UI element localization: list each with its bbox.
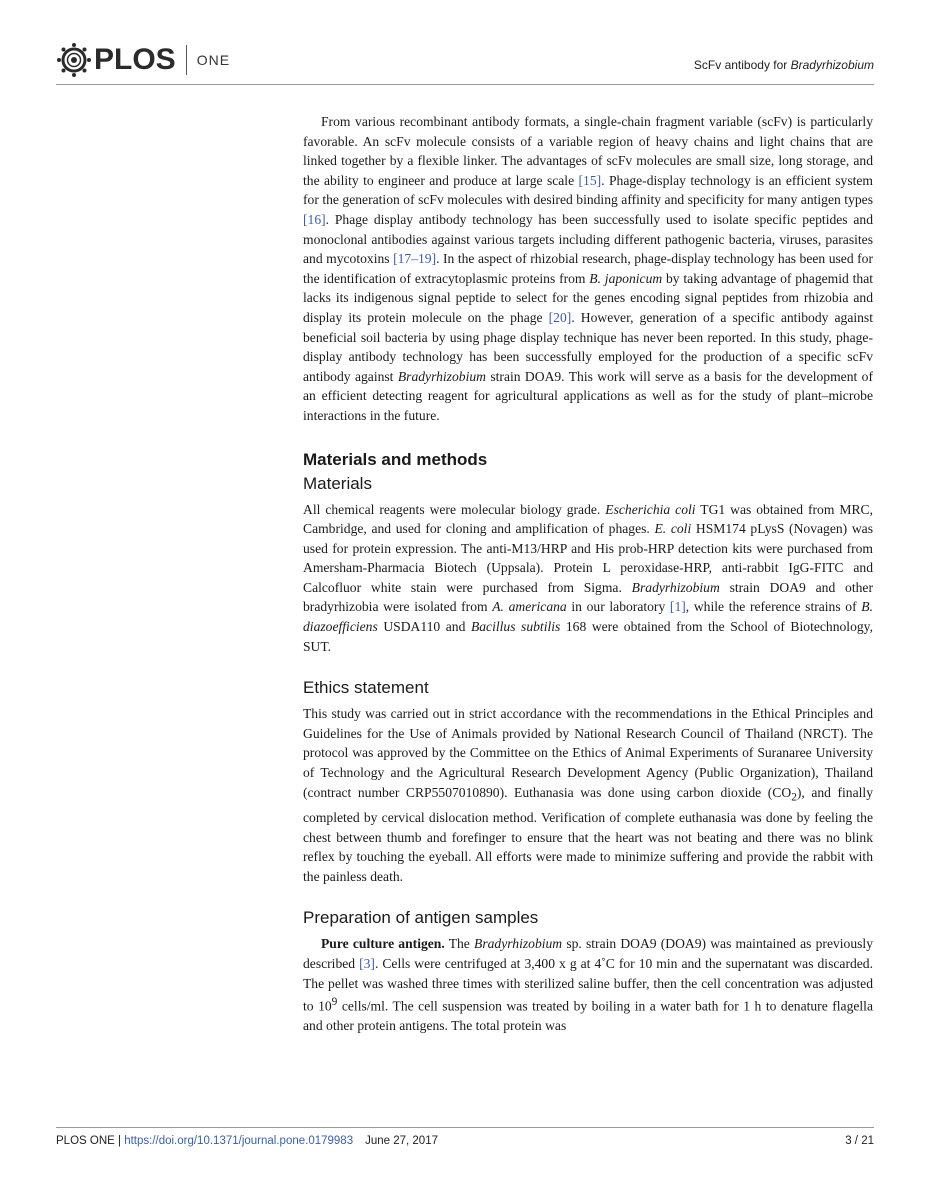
- plos-logo: [56, 38, 230, 82]
- plos-logo-icon: [56, 42, 92, 78]
- text-run: . Phage-display technology is an efficient system for the generation of scFv molecules with desired binding affinity and specificity for many antigen types: [303, 172, 874, 208]
- species-name: Escherichia coli: [605, 501, 696, 517]
- subsection-heading-materials: Materials: [303, 473, 372, 493]
- running-title-italic: Bradyrhizobium: [790, 58, 874, 72]
- ethics-paragraph: [303, 704, 873, 886]
- header-divider: [56, 84, 874, 85]
- text-run: strain DOA9. This work will serve as a basis for the development of an efficient detecting reagent for agricultural applications as well as for the study of plant–microbe interactions in the future.: [303, 368, 873, 423]
- text-run: ), and finally completed by cervical dislocation method. Verification of complete euthanasia was done by feeling the chest between thumb and forefinger to ensure that the heart was not beating and there was no blink reflex by touching the eyeball. All efforts were made to minimize suffering and provide the rabbit with the painless death.: [303, 784, 873, 884]
- citation-link[interactable]: [17–19]: [393, 251, 437, 267]
- text-run: HSM174 pLysS (Novagen) was used for protein expression. The anti-M13/HRP and His prob-HRP detection kits were purchased from Amersham-Pharmacia Biotech (Uppsala). Protein L peroxidase-HRP, anti-rabbit IgG-FITC and Calcofluor white stain were purchased from Sigma.: [303, 521, 873, 595]
- footer-divider: [56, 1127, 874, 1128]
- species-name: E. coli: [654, 521, 692, 537]
- logo-divider: [186, 45, 187, 75]
- text-run: The: [444, 936, 475, 952]
- species-name: Bacillus subtilis: [470, 619, 561, 635]
- page-footer: [56, 1135, 874, 1147]
- intro-paragraph: [303, 112, 873, 426]
- subsection-heading-ethics: Ethics statement: [303, 678, 429, 698]
- text-run: This study was carried out in strict accordance with the recommendations in the Ethical Principles and Guidelines for the Use of Animals provided by National Research Council of Thailand (NRCT). The protocol was approved by the Committee on the Ethics of Animal Experiments of Suranaree University of Technology and the Agricultural Research Development Agency (Public Organization), Thailand (contract number CRP5507010890). Euthanasia was done using carbon dioxide (CO: [303, 706, 873, 800]
- text-run: strain DOA9 and other bradyrhizobia were isolated from: [303, 579, 873, 615]
- run-in-heading: Pure culture antigen.: [321, 936, 445, 952]
- antigen-paragraph: [303, 934, 873, 1036]
- text-run: . In the aspect of rhizobial research, phage-display technology has been used for the identification of extracytoplasmic proteins from: [303, 251, 873, 286]
- section-heading-materials-methods: Materials and methods: [303, 449, 488, 469]
- running-title: [694, 58, 874, 72]
- species-name: A. americana: [492, 599, 567, 615]
- text-run: sp. strain DOA9 (DOA9) was maintained as previously described: [303, 936, 874, 971]
- citation-link[interactable]: [1]: [669, 599, 686, 615]
- text-run: cells/ml. The cell suspension was treated by boiling in a water bath for 1 h to denature flagella and other protein antigens. The total protein was: [303, 998, 873, 1034]
- text-run: in our laboratory: [566, 599, 670, 615]
- species-name: B. japonicum: [589, 270, 663, 286]
- logo-journal-name: ONE: [196, 52, 231, 68]
- species-name: Bradyrhizobium: [397, 368, 486, 384]
- text-run: . Cells were centrifuged at 3,400 x g at 4˚C for 10 min and the supernatant was discarded. The pellet was washed three times with sterilized saline buffer, then the cell concentration was adjusted to 10: [303, 955, 873, 1014]
- citation-link[interactable]: [16]: [303, 211, 326, 227]
- text-run: From various recombinant antibody formats, a single-chain fragment variable (scFv) is particularly favorable. An scFv molecule consists of a variable region of heavy chains and light chains that are linked together by a flexible linker. The advantages of scFv molecules are small size, long storage, and the ability to engineer and produce at large scale: [303, 114, 873, 188]
- page-number: 3 / 21: [845, 1135, 874, 1147]
- superscript: 9: [331, 996, 338, 1009]
- citation-link[interactable]: [3]: [359, 955, 375, 971]
- citation-link[interactable]: [15]: [578, 172, 602, 188]
- text-run: by taking advantage of phagemid that lacks its indigenous signal peptide to select for the genes encoding signal peptides from rhizobia and display its protein molecule on the phage: [303, 270, 873, 325]
- species-name: Bradyrhizobium: [474, 936, 563, 952]
- citation-link[interactable]: [20]: [548, 309, 572, 325]
- species-name: B. diazoefficiens: [303, 599, 873, 635]
- text-run: 168 were obtained from the School of Biotechnology, SUT.: [303, 619, 873, 654]
- text-run: TG1 was obtained from MRC, Cambridge, and used for cloning and amplification of phages.: [303, 501, 873, 537]
- text-run: , while the reference strains of: [685, 599, 862, 615]
- species-name: Bradyrhizobium: [631, 579, 720, 595]
- logo-wordmark: PLOS: [94, 43, 176, 76]
- text-run: All chemical reagents were molecular biology grade.: [303, 501, 606, 517]
- page-header: [56, 38, 874, 82]
- article-body: [303, 112, 873, 1036]
- publication-date: June 27, 2017: [365, 1135, 438, 1147]
- text-run: . However, generation of a specific antibody against beneficial soil bacteria by using phage display technique has never been reported. In this study, phage-display antibody technology has been successfully employed for the production of a specific scFv antibody against: [303, 309, 874, 384]
- doi-link[interactable]: https://doi.org/10.1371/journal.pone.0179983: [124, 1135, 354, 1147]
- text-run: . Phage display antibody technology has been successfully used to isolate specific peptides and monoclonal antibodies against various targets including different pathogenic bacteria, viruses, parasites and mycotoxins: [303, 211, 873, 267]
- subscript: 2: [791, 791, 797, 804]
- running-title-prefix: ScFv antibody for: [693, 58, 791, 72]
- footer-journal: PLOS ONE |: [56, 1135, 125, 1147]
- text-run: USDA110 and: [377, 619, 471, 635]
- materials-paragraph: [303, 500, 873, 657]
- subsection-heading-antigen: Preparation of antigen samples: [303, 908, 539, 928]
